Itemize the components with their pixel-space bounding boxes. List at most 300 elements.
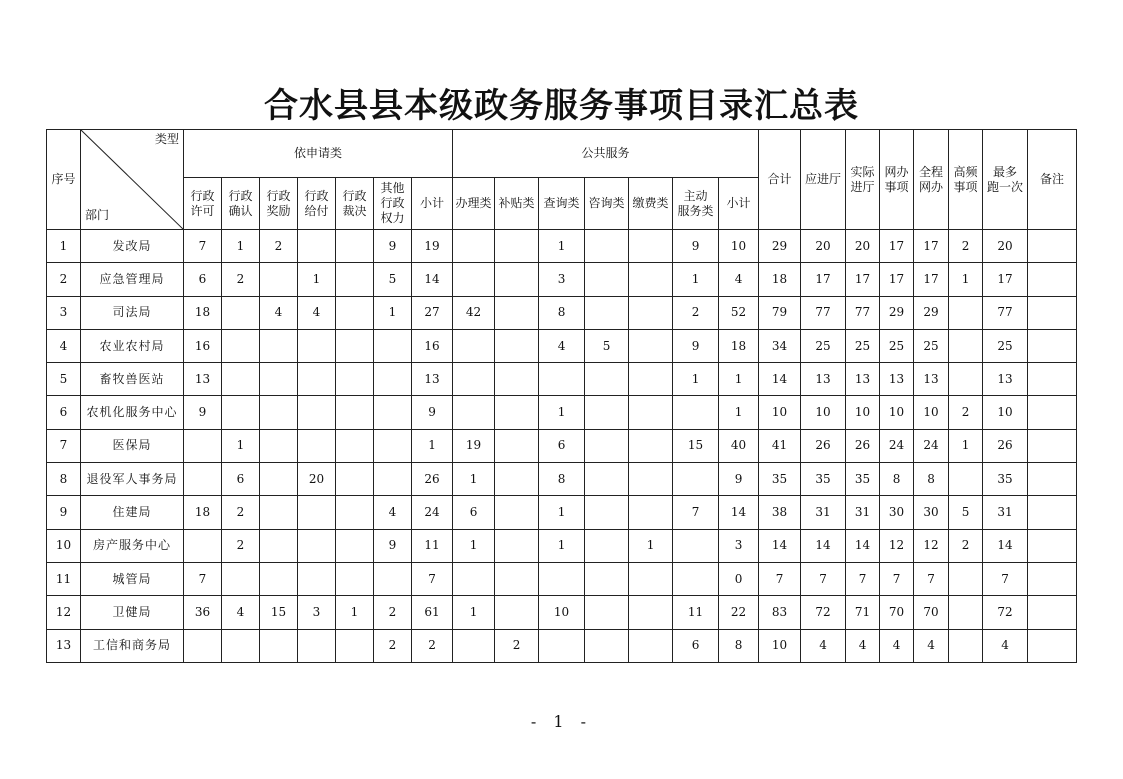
table-cell: 8: [539, 296, 585, 329]
table-cell: 8: [880, 463, 914, 496]
table-cell: [298, 496, 336, 529]
table-cell: 4: [222, 596, 260, 629]
table-cell: 83: [759, 596, 801, 629]
public-col-header: 办理类: [453, 178, 495, 230]
table-row: [47, 329, 1077, 362]
table-cell: 31: [983, 496, 1028, 529]
row-dept: 房产服务中心: [81, 529, 184, 562]
table-cell: 38: [759, 496, 801, 529]
table-cell: [260, 629, 298, 662]
table-cell: 2: [949, 529, 983, 562]
table-cell: 4: [374, 496, 412, 529]
table-cell: [374, 429, 412, 462]
table-cell: [222, 396, 260, 429]
table-cell: 16: [412, 329, 453, 362]
table-cell: 34: [759, 329, 801, 362]
row-seq: 8: [47, 463, 81, 496]
table-cell: 70: [880, 596, 914, 629]
summary-table: [46, 129, 1077, 663]
table-cell: 1: [374, 296, 412, 329]
table-cell: 2: [222, 529, 260, 562]
table-cell: [184, 429, 222, 462]
table-cell: 24: [880, 429, 914, 462]
table-cell: 13: [846, 363, 880, 396]
table-cell: 20: [846, 230, 880, 263]
table-cell: [585, 629, 629, 662]
table-cell: 10: [759, 396, 801, 429]
table-cell: [585, 496, 629, 529]
table-cell: [260, 429, 298, 462]
table-cell: [949, 296, 983, 329]
table-cell: 2: [222, 496, 260, 529]
table-cell: [260, 562, 298, 595]
table-cell: 25: [846, 329, 880, 362]
table-cell: 2: [260, 230, 298, 263]
table-cell: 1: [629, 529, 673, 562]
online-header: 网办 事项: [880, 130, 914, 230]
table-cell: 10: [914, 396, 949, 429]
table-cell: [1028, 529, 1077, 562]
table-cell: [495, 496, 539, 529]
table-cell: [374, 329, 412, 362]
row-seq: 3: [47, 296, 81, 329]
table-cell: 9: [412, 396, 453, 429]
table-cell: 17: [914, 230, 949, 263]
table-cell: 14: [983, 529, 1028, 562]
table-cell: [298, 529, 336, 562]
row-seq: 13: [47, 629, 81, 662]
table-cell: 25: [914, 329, 949, 362]
table-cell: 10: [846, 396, 880, 429]
table-cell: 5: [949, 496, 983, 529]
table-row: [47, 263, 1077, 296]
table-cell: 13: [983, 363, 1028, 396]
table-cell: 1: [719, 363, 759, 396]
table-cell: [673, 529, 719, 562]
table-cell: [949, 562, 983, 595]
table-cell: 4: [846, 629, 880, 662]
table-cell: [260, 329, 298, 362]
table-cell: [1028, 629, 1077, 662]
table-row: [47, 529, 1077, 562]
table-cell: 17: [983, 263, 1028, 296]
table-cell: [495, 463, 539, 496]
table-cell: [495, 296, 539, 329]
table-cell: [184, 463, 222, 496]
table-row: [47, 230, 1077, 263]
should-enter-header: 应进厅: [801, 130, 846, 230]
table-cell: [629, 329, 673, 362]
table-cell: 25: [983, 329, 1028, 362]
table-cell: [949, 329, 983, 362]
table-cell: 1: [539, 529, 585, 562]
row-dept: 发改局: [81, 230, 184, 263]
table-cell: 8: [539, 463, 585, 496]
table-cell: 35: [846, 463, 880, 496]
table-cell: 10: [539, 596, 585, 629]
table-cell: [1028, 429, 1077, 462]
table-cell: 71: [846, 596, 880, 629]
table-cell: [1028, 296, 1077, 329]
max-once-header: 最多 跑一次: [983, 130, 1028, 230]
table-cell: [495, 396, 539, 429]
table-cell: [539, 363, 585, 396]
table-cell: [1028, 596, 1077, 629]
table-cell: 0: [719, 562, 759, 595]
table-cell: 30: [914, 496, 949, 529]
table-cell: 18: [759, 263, 801, 296]
row-seq: 1: [47, 230, 81, 263]
table-cell: [260, 263, 298, 296]
apply-col-header: 行政 给付: [298, 178, 336, 230]
table-cell: 1: [222, 230, 260, 263]
table-cell: 10: [983, 396, 1028, 429]
table-cell: [629, 429, 673, 462]
type-dept-header: [81, 130, 184, 230]
table-cell: [336, 230, 374, 263]
table-cell: 25: [880, 329, 914, 362]
table-cell: 77: [846, 296, 880, 329]
table-cell: 18: [184, 296, 222, 329]
table-cell: 77: [801, 296, 846, 329]
table-cell: 6: [673, 629, 719, 662]
actual-enter-header: 实际 进厅: [846, 130, 880, 230]
table-cell: [298, 230, 336, 263]
table-cell: [585, 296, 629, 329]
table-cell: [585, 429, 629, 462]
table-cell: 9: [673, 230, 719, 263]
row-dept: 农机化服务中心: [81, 396, 184, 429]
table-cell: 17: [846, 263, 880, 296]
table-cell: [585, 596, 629, 629]
table-cell: [495, 363, 539, 396]
apply-col-header: 行政 确认: [222, 178, 260, 230]
apply-col-header: 行政 裁决: [336, 178, 374, 230]
table-cell: 7: [983, 562, 1028, 595]
table-cell: [673, 396, 719, 429]
table-row: [47, 562, 1077, 595]
table-cell: 35: [983, 463, 1028, 496]
apply-col-header: 行政 许可: [184, 178, 222, 230]
table-cell: 2: [673, 296, 719, 329]
table-cell: 7: [880, 562, 914, 595]
table-cell: 26: [983, 429, 1028, 462]
table-cell: [260, 363, 298, 396]
table-cell: [673, 562, 719, 595]
table-cell: [585, 263, 629, 296]
table-cell: 12: [880, 529, 914, 562]
table-cell: 18: [719, 329, 759, 362]
table-cell: 72: [801, 596, 846, 629]
table-cell: 9: [374, 230, 412, 263]
table-cell: 10: [880, 396, 914, 429]
table-cell: [629, 596, 673, 629]
table-cell: 6: [222, 463, 260, 496]
table-cell: [453, 396, 495, 429]
table-cell: 2: [949, 230, 983, 263]
table-cell: 35: [801, 463, 846, 496]
table-cell: 10: [801, 396, 846, 429]
table-cell: 5: [585, 329, 629, 362]
table-cell: [495, 429, 539, 462]
table-cell: [222, 329, 260, 362]
table-cell: 13: [184, 363, 222, 396]
table-cell: 42: [453, 296, 495, 329]
row-seq: 11: [47, 562, 81, 595]
row-dept: 退役军人事务局: [81, 463, 184, 496]
table-cell: 1: [453, 463, 495, 496]
table-cell: [298, 329, 336, 362]
table-cell: 29: [759, 230, 801, 263]
table-cell: 4: [719, 263, 759, 296]
table-cell: [453, 263, 495, 296]
apply-col-header: 小计: [412, 178, 453, 230]
table-cell: [298, 363, 336, 396]
table-cell: [1028, 329, 1077, 362]
table-cell: 17: [880, 263, 914, 296]
table-body: [47, 230, 1077, 663]
table-cell: [298, 396, 336, 429]
total-header: 合计: [759, 130, 801, 230]
row-dept: 农业农村局: [81, 329, 184, 362]
table-cell: 7: [412, 562, 453, 595]
row-seq: 12: [47, 596, 81, 629]
public-col-header: 咨询类: [585, 178, 629, 230]
row-seq: 7: [47, 429, 81, 462]
table-cell: [1028, 562, 1077, 595]
row-dept: 住建局: [81, 496, 184, 529]
table-cell: 4: [260, 296, 298, 329]
table-row: [47, 629, 1077, 662]
page-number: - 1 -: [530, 712, 593, 731]
table-cell: 1: [298, 263, 336, 296]
table-cell: [585, 562, 629, 595]
table-cell: 61: [412, 596, 453, 629]
table-cell: 9: [184, 396, 222, 429]
table-row: [47, 463, 1077, 496]
table-cell: [539, 629, 585, 662]
table-cell: 13: [914, 363, 949, 396]
table-cell: 15: [673, 429, 719, 462]
table-cell: 20: [801, 230, 846, 263]
table-cell: [453, 230, 495, 263]
row-dept: 卫健局: [81, 596, 184, 629]
table-cell: 1: [539, 230, 585, 263]
table-cell: [222, 629, 260, 662]
table-cell: [629, 496, 673, 529]
table-cell: [629, 629, 673, 662]
table-cell: 3: [719, 529, 759, 562]
table-cell: [260, 396, 298, 429]
table-cell: 7: [759, 562, 801, 595]
seq-header: 序号: [47, 130, 81, 230]
table-cell: 31: [801, 496, 846, 529]
table-cell: [629, 562, 673, 595]
table-cell: [184, 629, 222, 662]
table-cell: 7: [184, 230, 222, 263]
table-cell: 7: [801, 562, 846, 595]
table-cell: [949, 596, 983, 629]
table-cell: [222, 363, 260, 396]
type-label: 类型: [154, 132, 179, 146]
table-cell: 14: [846, 529, 880, 562]
table-cell: 14: [719, 496, 759, 529]
table-cell: [222, 562, 260, 595]
table-cell: 17: [801, 263, 846, 296]
row-seq: 10: [47, 529, 81, 562]
table-cell: [336, 329, 374, 362]
table-cell: [336, 496, 374, 529]
table-cell: 2: [412, 629, 453, 662]
table-cell: [336, 296, 374, 329]
table-cell: [495, 562, 539, 595]
table-cell: 18: [184, 496, 222, 529]
table-cell: [336, 562, 374, 595]
table-cell: 6: [184, 263, 222, 296]
table-cell: 36: [184, 596, 222, 629]
public-col-header: 补贴类: [495, 178, 539, 230]
table-cell: 1: [539, 396, 585, 429]
table-cell: 24: [914, 429, 949, 462]
dept-label: 部门: [85, 208, 110, 222]
table-cell: 1: [673, 363, 719, 396]
table-cell: 10: [719, 230, 759, 263]
table-row: [47, 496, 1077, 529]
table-cell: 1: [719, 396, 759, 429]
table-cell: [629, 396, 673, 429]
table-cell: 7: [673, 496, 719, 529]
table-cell: [1028, 396, 1077, 429]
table-cell: 1: [453, 529, 495, 562]
table-cell: [629, 363, 673, 396]
table-cell: [495, 596, 539, 629]
table-cell: [949, 629, 983, 662]
table-cell: 1: [949, 263, 983, 296]
table-cell: [539, 562, 585, 595]
table-cell: 8: [914, 463, 949, 496]
table-cell: [495, 230, 539, 263]
table-cell: 29: [880, 296, 914, 329]
table-cell: 4: [983, 629, 1028, 662]
table-cell: 13: [412, 363, 453, 396]
table-cell: [336, 263, 374, 296]
row-dept: 畜牧兽医站: [81, 363, 184, 396]
table-cell: [949, 363, 983, 396]
table-cell: [260, 529, 298, 562]
table-row: [47, 396, 1077, 429]
table-cell: 31: [846, 496, 880, 529]
table-cell: 3: [539, 263, 585, 296]
table-cell: 7: [184, 562, 222, 595]
table-cell: 4: [298, 296, 336, 329]
table-cell: [495, 529, 539, 562]
public-col-header: 主动 服务类: [673, 178, 719, 230]
row-dept: 医保局: [81, 429, 184, 462]
table-cell: [629, 230, 673, 263]
table-cell: 26: [412, 463, 453, 496]
table-cell: [374, 562, 412, 595]
table-cell: 17: [880, 230, 914, 263]
row-seq: 6: [47, 396, 81, 429]
table-cell: 3: [298, 596, 336, 629]
table-cell: 79: [759, 296, 801, 329]
table-cell: 13: [880, 363, 914, 396]
row-dept: 司法局: [81, 296, 184, 329]
table-cell: 30: [880, 496, 914, 529]
table-cell: [629, 463, 673, 496]
table-cell: 4: [914, 629, 949, 662]
table-cell: 5: [374, 263, 412, 296]
table-cell: 40: [719, 429, 759, 462]
table-cell: 52: [719, 296, 759, 329]
table-cell: 1: [412, 429, 453, 462]
table-cell: 14: [759, 363, 801, 396]
table-cell: [1028, 230, 1077, 263]
table-cell: [1028, 263, 1077, 296]
table-cell: [298, 629, 336, 662]
table-cell: 1: [453, 596, 495, 629]
public-group-header: 公共服务: [453, 130, 759, 178]
table-cell: [336, 629, 374, 662]
table-cell: 27: [412, 296, 453, 329]
table-cell: [585, 463, 629, 496]
row-seq: 5: [47, 363, 81, 396]
table-cell: 4: [801, 629, 846, 662]
table-cell: [336, 529, 374, 562]
table-cell: 19: [412, 230, 453, 263]
table-cell: [298, 562, 336, 595]
page-title: 合水县县本级政务服务事项目录汇总表: [264, 86, 859, 126]
table-cell: [336, 429, 374, 462]
table-cell: 24: [412, 496, 453, 529]
table-cell: 6: [453, 496, 495, 529]
row-dept: 工信和商务局: [81, 629, 184, 662]
table-cell: [949, 463, 983, 496]
apply-group-header: 依申请类: [184, 130, 453, 178]
public-col-header: 缴费类: [629, 178, 673, 230]
table-cell: [453, 562, 495, 595]
table-cell: 1: [539, 496, 585, 529]
table-cell: 1: [222, 429, 260, 462]
table-cell: [336, 396, 374, 429]
table-cell: [585, 396, 629, 429]
row-dept: 城管局: [81, 562, 184, 595]
table-cell: [1028, 363, 1077, 396]
full-online-header: 全程 网办: [914, 130, 949, 230]
table-cell: [585, 363, 629, 396]
table-cell: 26: [846, 429, 880, 462]
table-cell: 17: [914, 263, 949, 296]
table-row: [47, 429, 1077, 462]
high-freq-header: 高频 事项: [949, 130, 983, 230]
table-cell: [453, 329, 495, 362]
table-cell: 19: [453, 429, 495, 462]
table-cell: [260, 463, 298, 496]
table-cell: 22: [719, 596, 759, 629]
table-cell: 7: [914, 562, 949, 595]
table-cell: 9: [374, 529, 412, 562]
public-col-header: 小计: [719, 178, 759, 230]
table-row: [47, 363, 1077, 396]
table-cell: [629, 263, 673, 296]
table-cell: 2: [374, 629, 412, 662]
table-cell: [336, 363, 374, 396]
table-cell: [374, 363, 412, 396]
table-cell: 26: [801, 429, 846, 462]
apply-col-header: 其他 行政 权力: [374, 178, 412, 230]
table-cell: 29: [914, 296, 949, 329]
table-cell: 14: [801, 529, 846, 562]
